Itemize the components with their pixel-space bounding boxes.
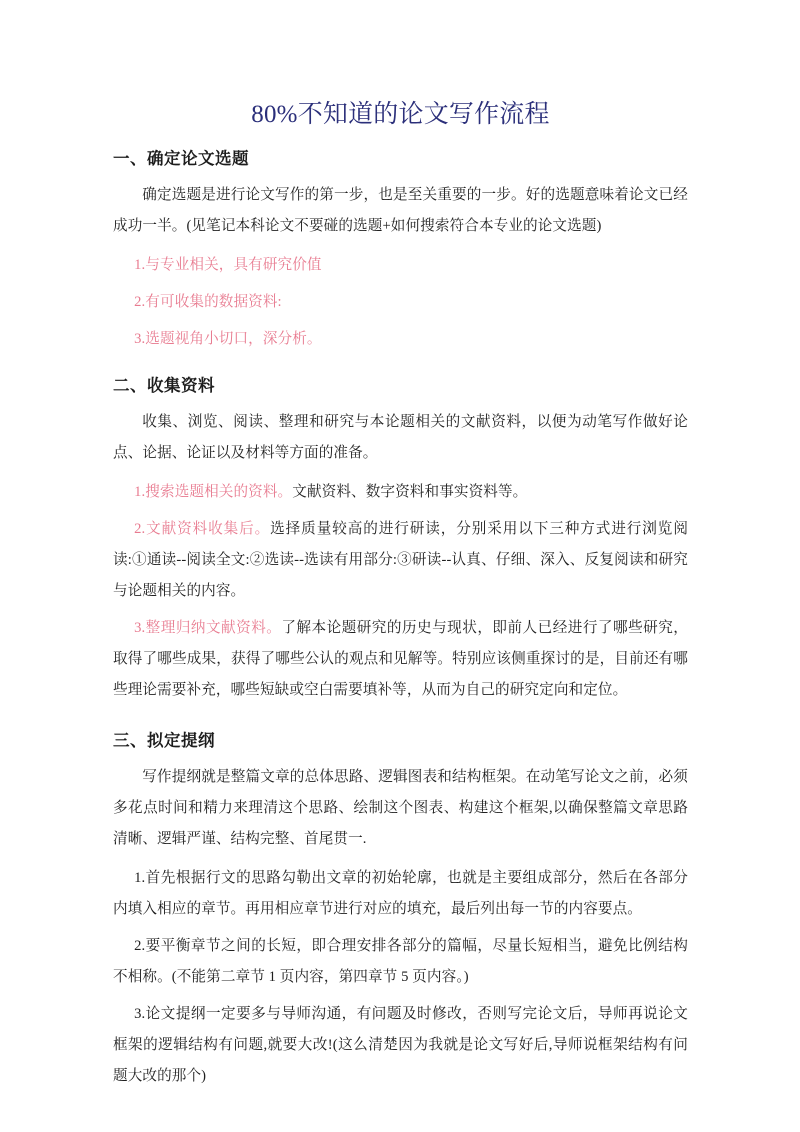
section-2-item-1-black: 文献资料、数字资料和事实资料等。: [292, 484, 528, 500]
section-1-item: [113, 324, 688, 355]
section-2-item-2-black: 选择质量较高的进行研读，分别采用以下三种方式进行浏览阅读:①通读--阅读全文:②选读--选读有用部分:③研读--认真、仔细、深入、反复阅读和研究与论题相关的内容。: [113, 521, 689, 599]
section-3-item: [113, 999, 688, 1092]
section-2-item-1-red: 1.搜索选题相关的资料。: [134, 484, 293, 500]
section-3: [113, 726, 688, 1092]
section-3-item-2-black: 2.要平衡章节之间的长短，即合理安排各部分的篇幅，尽量长短相当，避免比例结构不相称。(不能第二章节 1 页内容，第四章节 5 页内容。): [113, 938, 688, 985]
section-3-item-3-black: 3.论文提纲一定要多与导师沟通，有问题及时修改，否则写完论文后，导师再说论文框架的逻辑结构有问题,就要大改!(这么清楚因为我就是论文写好后,导师说框架结构有问题大改的那个): [113, 1006, 688, 1084]
section-3-item: [113, 931, 688, 993]
section-2-intro: 收集、浏览、阅读、整理和研究与本论题相关的文献资料，以便为动笔写作做好论点、论据、论证以及材料等方面的准备。: [113, 414, 688, 461]
spacer: [113, 242, 688, 250]
section-1-intro: 确定选题是进行论文写作的第一步，也是至关重要的一步。好的选题意味着论文已经成功一半。(见笔记本科论文不要碰的选题+如何搜索符合本专业的论文选题): [113, 187, 688, 234]
section-2: [113, 371, 688, 706]
spacer: [113, 855, 688, 863]
section-1: [113, 144, 688, 355]
section-2-item-2-red: 2.文献资料收集后。: [134, 521, 271, 537]
section-2-item-3-black: 了解本论题研究的历史与现状，即前人已经进行了哪些研究，取得了哪些成果，获得了哪些公认的观点和见解等。特别应该侧重探讨的是，目前还有哪些理论需要补充，哪些短缺或空白需要填补等，从而为自己的研究定向和定位。: [113, 620, 689, 698]
section-1-item-2-red: 2.有可收集的数据资料:: [134, 294, 282, 310]
section-3-intro: 写作提纲就是整篇文章的总体思路、逻辑图表和结构框架。在动笔写论文之前，必须多花点时间和精力来理清这个思路、绘制这个图表、构建这个框架,以确保整篇文章思路清晰、逻辑严谨、结构完整、首尾贯一.: [113, 769, 688, 847]
section-2-item: [113, 613, 688, 706]
section-1-heading: 一、确定论文选题: [113, 150, 249, 168]
spacer: [113, 706, 688, 726]
section-3-heading: 三、拟定提纲: [113, 732, 215, 750]
section-1-item: [113, 287, 688, 318]
section-2-item: [113, 477, 688, 508]
section-3-item-1-black: 1.首先根据行文的思路勾勒出文章的初始轮廓，也就是主要组成部分，然后在各部分内填入相应的章节。再用相应章节进行对应的填充，最后列出每一节的内容要点。: [113, 870, 688, 917]
spacer: [113, 132, 688, 144]
section-1-item-3-red: 3.选题视角小切口，深分析。: [134, 331, 322, 347]
section-2-item: [113, 514, 688, 607]
section-1-item: [113, 250, 688, 281]
spacer: [113, 469, 688, 477]
section-2-heading: 二、收集资料: [113, 377, 215, 395]
section-1-item-1-red: 1.与专业相关，具有研究价值: [134, 257, 322, 273]
document-content: [113, 0, 688, 1092]
page-title: 80%不知道的论文写作流程: [251, 101, 550, 128]
spacer: [113, 355, 688, 371]
section-3-item: [113, 863, 688, 925]
section-2-item-3-red: 3.整理归纳文献资料。: [134, 620, 282, 636]
